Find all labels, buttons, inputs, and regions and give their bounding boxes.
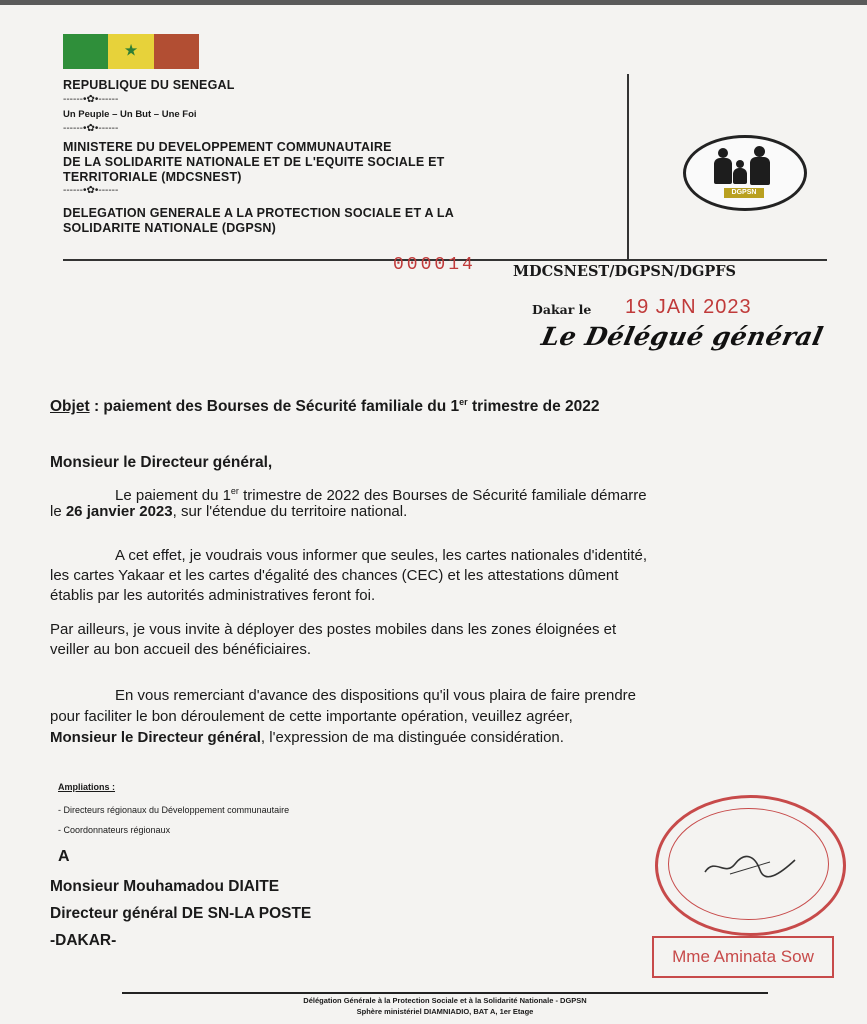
paragraph-4-line-2: pour faciliter le bon déroulement de cette importante opération, veuillez agréer,	[50, 708, 573, 725]
paragraph-1-line-2: le 26 janvier 2023, sur l'étendue du territoire national.	[50, 503, 408, 520]
national-motto: Un Peuple – Un But – Une Foi	[63, 109, 197, 120]
recipient-city: -DAKAR-	[50, 932, 117, 949]
recipient-title: Directeur général DE SN-LA POSTE	[50, 905, 312, 922]
paragraph-3-line-2: veiller au bon accueil des bénéficiaires.	[50, 641, 311, 658]
signer-name-stamp: Mme Aminata Sow	[652, 936, 834, 978]
separator: ------•✿•------	[63, 185, 119, 196]
ampliation-item: - Directeurs régionaux du Développement communautaire	[58, 805, 290, 815]
footer-line-1: Délégation Générale à la Protection Sociale et à la Solidarité Nationale - DGPSN	[303, 996, 587, 1005]
ministry-line-3: TERRITORIALE (MDCSNEST)	[63, 170, 242, 184]
ministry-line-1: MINISTERE DU DEVELOPPEMENT COMMUNAUTAIRE	[63, 140, 392, 154]
dgpsn-logo-icon	[683, 135, 807, 211]
header-vertical-rule	[627, 74, 629, 260]
senegal-flag-icon	[63, 34, 199, 69]
paragraph-2-line-3: établis par les autorités administratives feront foi.	[50, 587, 376, 604]
footer-rule	[122, 992, 768, 994]
signatory-title: Le Délégué général	[538, 322, 826, 351]
delegation-line-1: DELEGATION GENERALE A LA PROTECTION SOCIALE ET A LA	[63, 206, 454, 220]
flag-red-band	[154, 34, 199, 69]
paragraph-3-line-1: Par ailleurs, je vous invite à déployer des postes mobiles dans les zones éloignées et	[50, 621, 617, 638]
separator: ------•✿•------	[63, 94, 119, 105]
star-icon: ★	[123, 42, 139, 60]
paragraph-2-line-2: les cartes Yakaar et les cartes d'égalité des chances (CEC) et les attestations dûment	[50, 567, 619, 584]
subject-label: Objet	[50, 398, 90, 416]
salutation: Monsieur le Directeur général,	[50, 454, 273, 471]
paragraph-2-line-1: A cet effet, je voudrais vous informer que seules, les cartes nationales d'identité,	[115, 547, 648, 564]
reference-code: MDCSNEST/DGPSN/DGPFS	[513, 263, 737, 280]
ministry-line-2: DE LA SOLIDARITE NATIONALE ET DE L'EQUITE SOCIALE ET	[63, 155, 445, 169]
flag-yellow-band	[108, 34, 153, 69]
paragraph-4-line-1: En vous remerciant d'avance des dispositions qu'il vous plaira de faire prendre	[115, 687, 637, 704]
logo-label: DGPSN	[724, 188, 764, 198]
recipient-a: A	[58, 848, 70, 865]
paragraph-4-line-3: Monsieur le Directeur général, l'expression de ma distinguée considération.	[50, 729, 564, 746]
reference-number: 000014	[393, 255, 476, 275]
signature-icon	[700, 852, 800, 880]
subject-line: Objet : paiement des Bourses de Sécurité familiale du 1er trimestre de 2022	[50, 397, 600, 416]
place-label: Dakar le	[532, 302, 592, 317]
ampliation-item: - Coordonnateurs régionaux	[58, 825, 171, 835]
date-stamp: 19 JAN 2023	[625, 296, 752, 318]
paragraph-1-line-1: Le paiement du 1er trimestre de 2022 des Bourses de Sécurité familiale démarre	[115, 486, 647, 504]
delegation-line-2: SOLIDARITE NATIONALE (DGPSN)	[63, 221, 277, 235]
separator: ------•✿•------	[63, 123, 119, 134]
footer-line-2: Sphère ministériel DIAMNIADIO, BAT A, 1er Etage	[356, 1007, 534, 1016]
flag-green-band	[63, 34, 108, 69]
republic-title: REPUBLIQUE DU SENEGAL	[63, 78, 235, 92]
ampliations-title: Ampliations :	[58, 782, 116, 792]
top-bar	[0, 0, 867, 5]
recipient-name: Monsieur Mouhamadou DIAITE	[50, 878, 280, 895]
